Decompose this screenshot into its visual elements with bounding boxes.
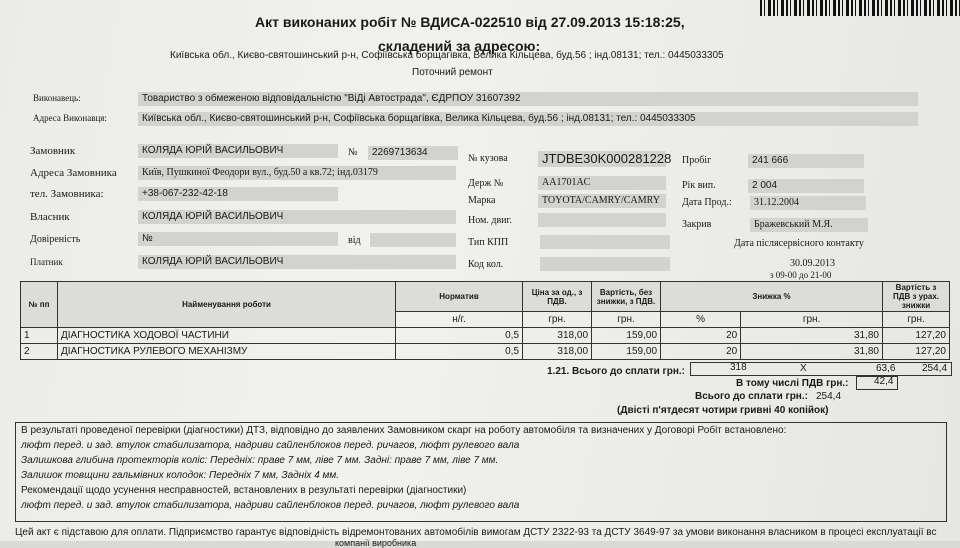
total-x: X <box>800 363 807 374</box>
vat-label: В тому числі ПДВ грн.: <box>736 378 849 389</box>
row-cost: 159,00 <box>592 344 661 360</box>
sale-date-label: Дата Прод.: <box>682 197 732 208</box>
proxy-label: Довіреність <box>30 234 81 245</box>
contact-label: Дата післясервісного контакту <box>734 238 864 249</box>
brand-label: Марка <box>468 195 496 206</box>
owner-label: Власник <box>30 211 70 223</box>
engine-field <box>538 213 666 227</box>
total-v3: 254,4 <box>922 363 948 374</box>
grand-total-words: (Двісті п'ятдесят чотири гривні 40 копійок) <box>617 405 829 416</box>
footer-line2: компанії виробника <box>335 538 417 548</box>
year-label: Рік вип. <box>682 180 716 191</box>
act-address: Київська обл., Києво-святошинський р-н, Софіївська борщагівка, Велика Кільцева, буд.56 ; інд.08131; тел.: 0445033305 <box>170 50 724 61</box>
unit-price: грн. <box>523 312 592 328</box>
unit-pct: % <box>661 312 741 328</box>
customer-address-label: Адреса Замовника <box>30 167 117 179</box>
closed-by-label: Закрив <box>682 219 712 230</box>
row-cost: 159,00 <box>592 328 661 344</box>
payer-label: Платник <box>30 257 63 267</box>
barcode <box>760 0 960 16</box>
customer-value: КОЛЯДА ЮРІЙ ВАСИЛЬОВИЧ <box>142 145 284 156</box>
vin-value: JTDBE30K000281228 <box>542 151 672 166</box>
row-no: 2 <box>21 344 58 360</box>
col-no-header: № пп <box>21 282 58 328</box>
proxy-no: № <box>142 233 153 244</box>
unit-disc: грн. <box>741 312 883 328</box>
total-label: 1.21. Всього до сплати грн.: <box>547 366 685 377</box>
col-cost-header: Вартість, без знижки, з ПДВ. <box>592 282 661 312</box>
row-name: ДІАГНОСТИКА РУЛЕВОГО МЕХАНІЗМУ <box>58 344 396 360</box>
row-disc: 31,80 <box>741 328 883 344</box>
act-title: Акт виконаних робіт № ВДИСА-022510 від 27.09.2013 15:18:25, <box>255 14 685 30</box>
unit-norm: н/г. <box>396 312 523 328</box>
act-subtitle: складений за адресою: <box>378 38 541 54</box>
code-label: Код кол. <box>468 259 504 270</box>
row-total: 127,20 <box>883 328 950 344</box>
executor-address-value: Київська обл., Києво-святошинський р-н, Софіївська борщагівка, Велика Кільцева, буд.56 ; інд.08131; тел.: 0445033305 <box>142 113 696 124</box>
mileage-label: Пробіг <box>682 155 712 166</box>
customer-phone-value: +38-067-232-42-18 <box>142 188 228 199</box>
repair-type: Поточний ремонт <box>412 67 493 78</box>
customer-address-value: Київ, Пушкиної Феодори вул., буд.50 а кв.72; інд.03179 <box>142 167 378 178</box>
sale-date-value: 31.12.2004 <box>754 197 799 208</box>
row-norm: 0,5 <box>396 328 523 344</box>
plate-value: AA1701AC <box>542 177 591 188</box>
vat-value: 42,4 <box>874 376 894 387</box>
unit-total: грн. <box>883 312 950 328</box>
executor-value: Товариство з обмеженою відповідальністю "ВіДі Автострада", ЄДРПОУ 31607392 <box>142 93 521 104</box>
customer-label: Замовник <box>30 145 76 157</box>
total-v1: 318 <box>730 362 747 373</box>
owner-value: КОЛЯДА ЮРІЙ ВАСИЛЬОВИЧ <box>142 211 284 222</box>
row-pct: 20 <box>661 328 741 344</box>
footer-line1: Цей акт є підставою для оплати. Підприємство гарантує відповідність відремонтованих автомобілів вимогам ДСТУ 2322-93 та ДСТУ 3649-97 за умови виконання власником в процесі експлуатації вс <box>15 527 937 538</box>
diagnostics-notes <box>15 422 947 522</box>
row-price: 318,00 <box>523 328 592 344</box>
note-line: люфт перед. и зад. втулок стабилизатора, надриви сайленблоков перед. ричагов, люфт рулевого вала <box>21 440 520 451</box>
proxy-field <box>138 232 338 246</box>
vin-label: № кузова <box>468 153 508 164</box>
note-line: Залишкова глибина протекторів коліс: Передніх: праве 7 мм, ліве 7 мм. Задні: праве 7 мм, ліве 7 мм. <box>21 455 499 466</box>
closed-by-value: Бражевський М.Я. <box>754 219 833 230</box>
customer-phone-label: тел. Замовника: <box>30 188 104 200</box>
row-name: ДІАГНОСТИКА ХОДОВОЇ ЧАСТИНИ <box>58 328 396 344</box>
table-row <box>21 328 950 344</box>
col-total-header: Вартість з ПДВ з урах. знижки <box>883 282 950 312</box>
payer-value: КОЛЯДА ЮРІЙ ВАСИЛЬОВИЧ <box>142 256 284 267</box>
row-pct: 20 <box>661 344 741 360</box>
note-line: В результаті проведеної перевірки (діагностики) ДТЗ, відповідно до заявлених Замовником скарг на роботу автомобіля та визначених у Договорі Робіт встановлено: <box>21 425 787 436</box>
code-field <box>540 257 670 271</box>
contact-time: з 09-00 до 21-00 <box>770 270 832 280</box>
note-line: Залишок товщини гальмівних колодок: Передніх 7 мм, Задніх 4 мм. <box>21 470 340 481</box>
year-value: 2 004 <box>752 180 778 191</box>
customer-no-label: № <box>348 147 358 158</box>
gearbox-label: Тип КПП <box>468 237 509 248</box>
row-disc: 31,80 <box>741 344 883 360</box>
plate-label: Держ № <box>468 178 504 189</box>
table-row <box>21 344 950 360</box>
grand-total-value: 254,4 <box>816 391 842 402</box>
proxy-from-label: від <box>348 235 361 246</box>
contact-date: 30.09.2013 <box>790 258 835 269</box>
brand-value: TOYOTA/CAMRY/CAMRY <box>542 195 660 206</box>
mileage-value: 241 666 <box>752 155 789 166</box>
note-line: Рекомендації щодо усунення несправностей, встановлених в результаті перевірки (діагностики) <box>21 485 467 496</box>
table-header-row <box>21 282 950 312</box>
customer-no-value: 2269713634 <box>372 147 428 158</box>
executor-label: Виконавець: <box>33 93 81 103</box>
note-line: люфт перед. и зад. втулок стабилизатора, надриви сайленблоков перед. ричагов, люфт рулевого вала <box>21 500 520 511</box>
row-total: 127,20 <box>883 344 950 360</box>
grand-total-label: Всього до сплати грн.: <box>695 391 808 402</box>
col-norm-header: Норматив <box>396 282 523 312</box>
works-table <box>20 281 950 360</box>
executor-address-label: Адреса Виконавця: <box>33 113 107 123</box>
engine-label: Ном. двиг. <box>468 215 512 226</box>
col-name-header: Найменування роботи <box>58 282 396 328</box>
row-price: 318,00 <box>523 344 592 360</box>
col-price-header: Ціна за од., з ПДВ. <box>523 282 592 312</box>
gearbox-field <box>540 235 670 249</box>
row-norm: 0,5 <box>396 344 523 360</box>
proxy-from-field <box>370 233 456 247</box>
row-no: 1 <box>21 328 58 344</box>
total-v2: 63,6 <box>876 363 896 374</box>
unit-cost: грн. <box>592 312 661 328</box>
col-discount-header: Знижка % <box>661 282 883 312</box>
